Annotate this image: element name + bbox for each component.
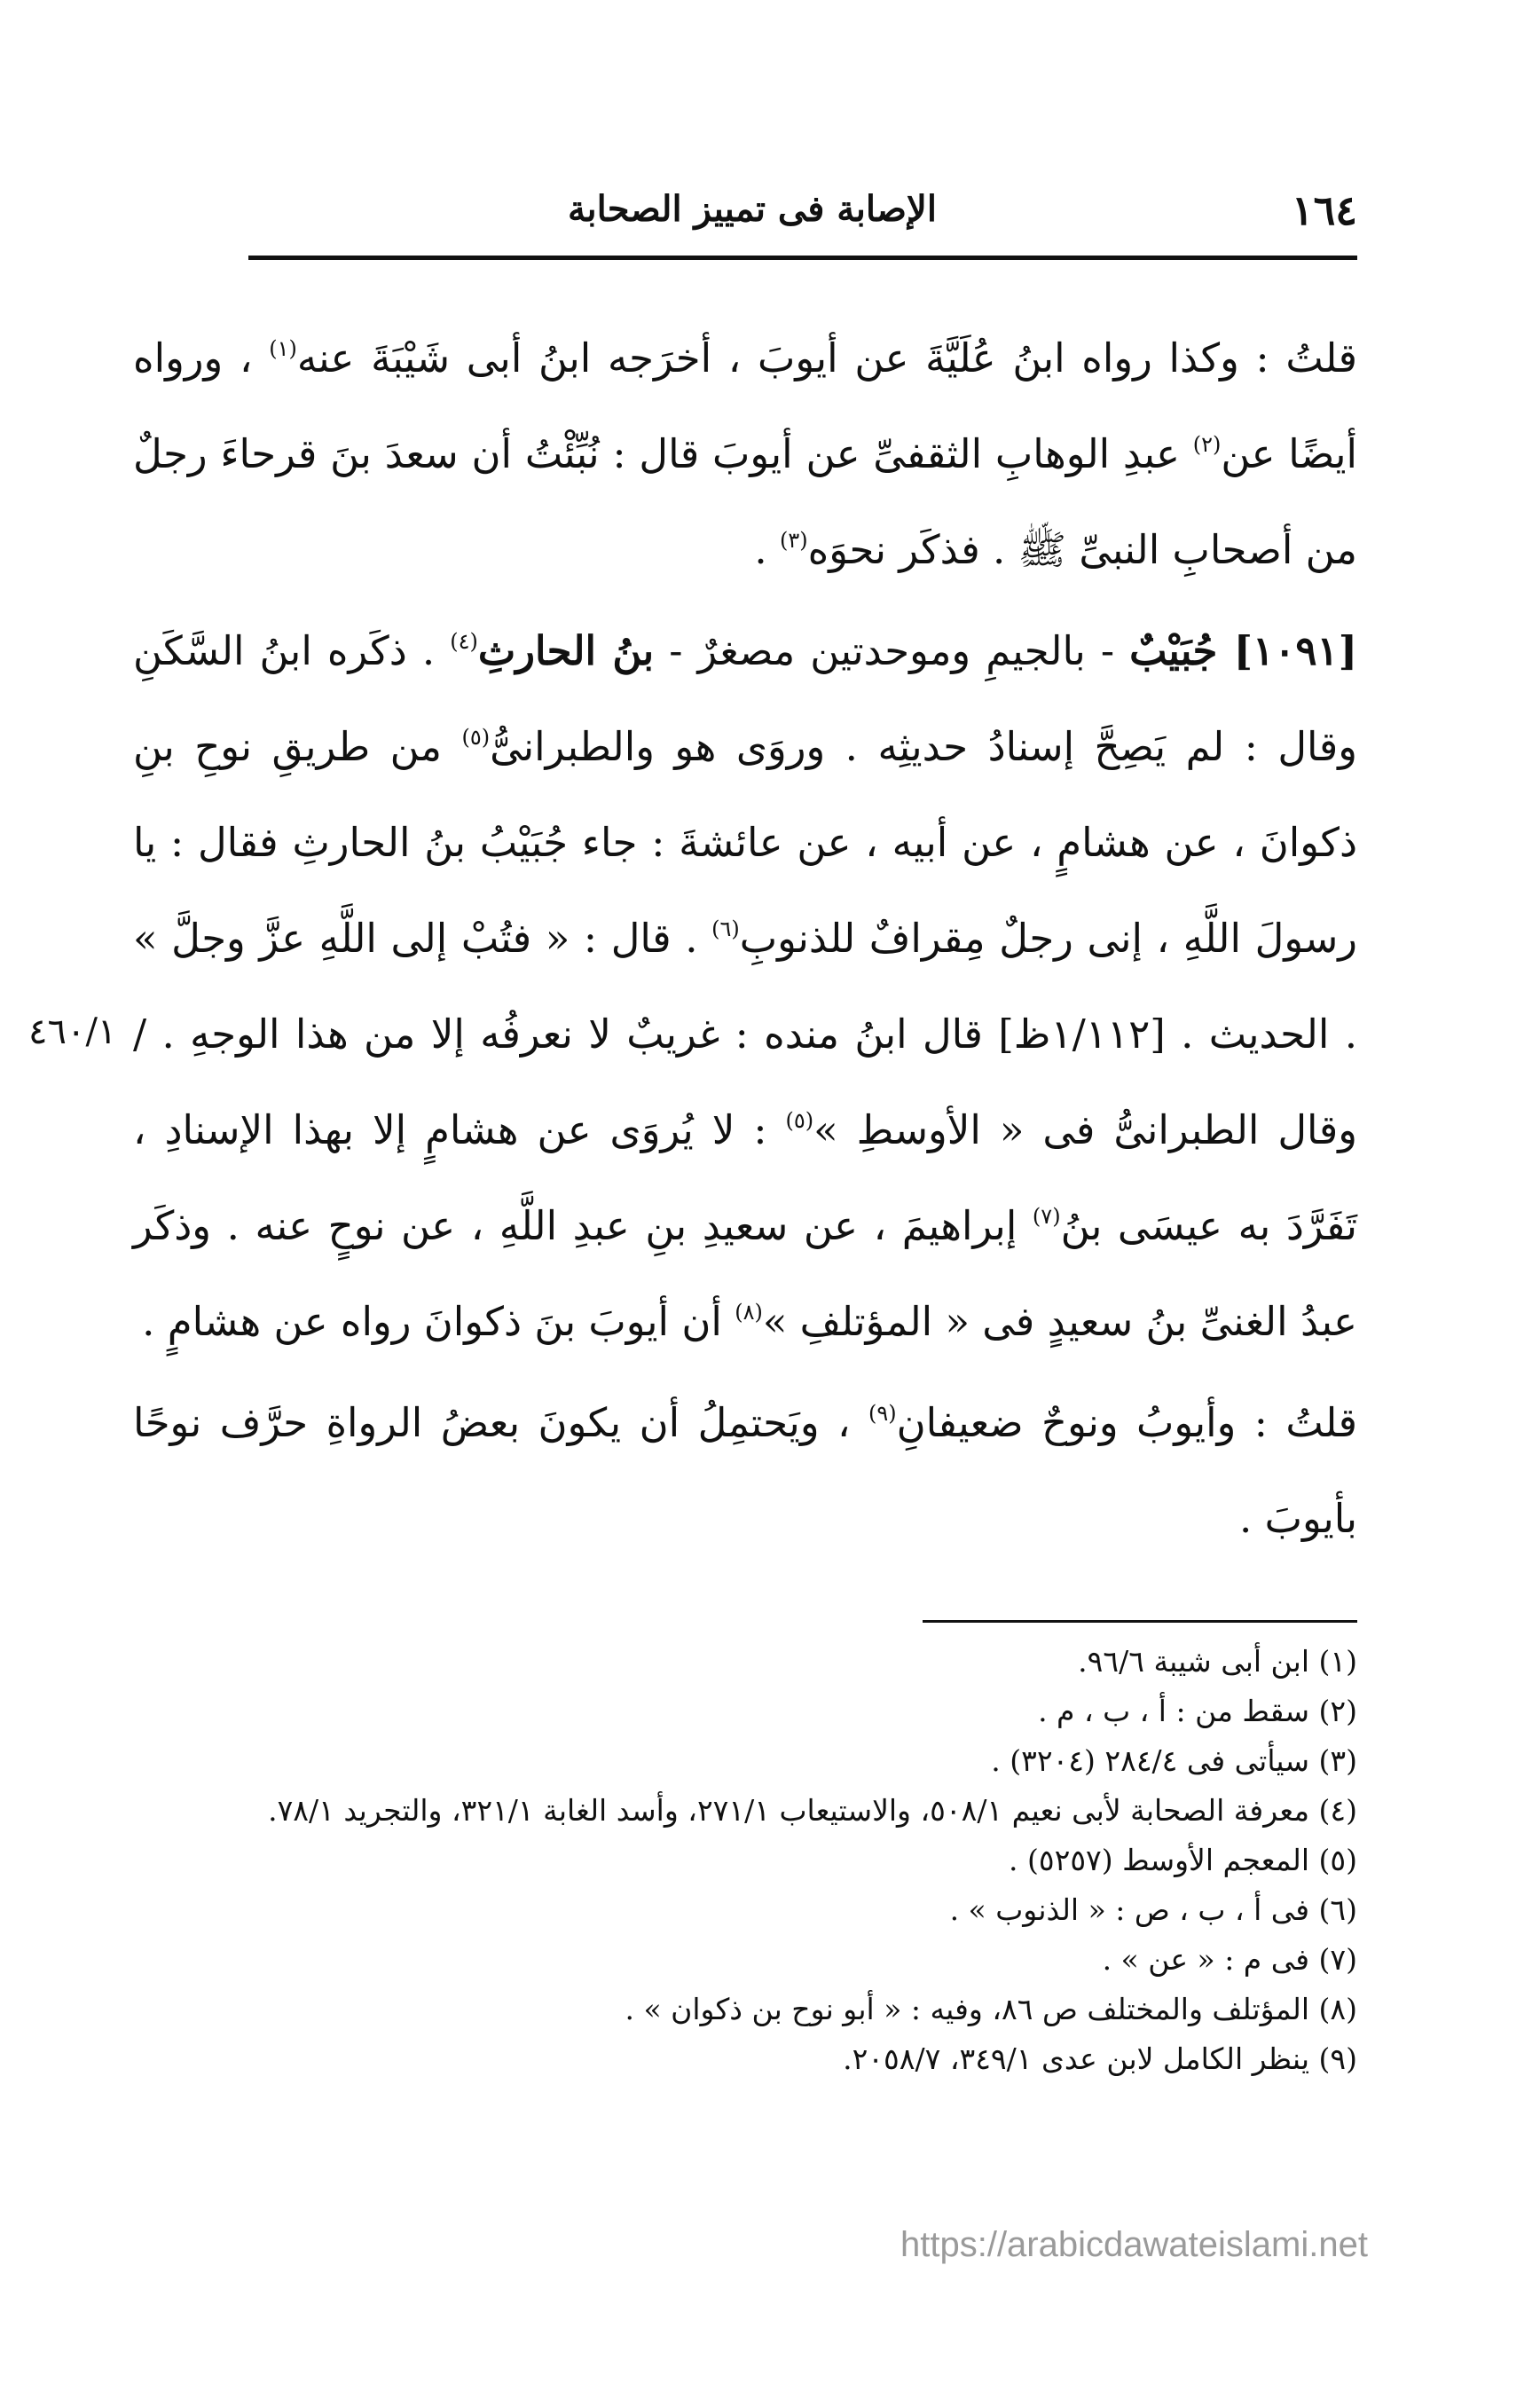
footnote-separator [923,1620,1357,1623]
text-segment: أن أيوبَ بنَ ذكوانَ رواه عن هشامٍ . [142,1298,735,1345]
running-title: الإصابة فى تمييز الصحابة [568,188,937,230]
footnote-item: (٥) المعجم الأوسط (٥٢٥٧) . [1009,1843,1357,1877]
page-header [248,177,1357,248]
text-segment: عبدِ الوهابِ الثقفىِّ عن أيوبَ قال : نُبِّئْتُ أن سعدَ بنَ قرحاءَ رجلٌ من أصحابِ النبىِّ ﷺ . فذكَر نحوَه [133,430,1357,573]
footnote-item: (٧) فى م : « عن » . [1102,1942,1357,1977]
footnote-ref: (٣) [780,528,808,553]
entry-name: جُبَيْبٌ [1129,627,1234,674]
text-segment: ، ويَحتمِلُ أن يكونَ بعضُ الرواةِ حرَّف نوحًا بأيوبَ . [133,1399,1357,1542]
entry-number: [١٠٩١] [1233,627,1357,674]
footnote-ref: (٥) [461,725,491,750]
footnote-ref: (٥) [785,1108,814,1133]
paragraph-2-entry [133,603,1357,1370]
text-segment: ، ورواه أيضًا عن [133,334,1358,477]
footnote-item: (٢) سقط من : أ ، ب ، م . [1038,1694,1357,1728]
text-segment: . ذكَره ابنُ السَّكَنِ وقال : لم يَصِحَّ إسنادُ حديثِه . وروَى هو والطبرانىُّ [133,627,1357,770]
entry-name-father: بنُ الحارثِ [477,627,655,674]
footnotes [133,1637,1357,2084]
footnote-ref: (٨) [735,1300,763,1325]
text-segment: من طريقِ نوحِ بنِ ذكوانَ ، عن هشامٍ ، عن أبيه ، عن عائشةَ : جاء جُبَيْبُ بنُ الحارثِ فقال : يا رسولَ اللَّهِ ، إنى رجلٌ مِقرافٌ للذنوبِ [133,723,1358,962]
footnote-item: (٨) المؤتلف والمختلف ص ٨٦، وفيه : « أبو نوح بن ذكوان » . [625,1992,1357,2026]
footnote-item: (١) ابن أبى شيبة ٩٦/٦. [1078,1644,1357,1679]
footnote-item: (٤) معرفة الصحابة لأبى نعيم ٥٠٨/١، والاستيعاب ٢٧١/١، وأسد الغابة ٣٢١/١، والتجريد ٧٨/١. [268,1793,1357,1828]
footnote-ref: (١) [269,336,297,361]
text-segment: - بالجيمِ وموحدتين مصغرٌ - [654,627,1130,674]
text-segment: قلتُ : وكذا رواه ابنُ عُلَيَّةَ عن أيوبَ ، أخرَجه ابنُ أبى شَيْبَةَ عنه [296,334,1357,381]
page-number: ١٦٤ [1291,186,1357,234]
text-segment: إبراهيمَ ، عن سعيدِ بنِ عبدِ اللَّهِ ، عن نوحٍ عنه . وذكَر عبدُ الغنىِّ بنُ سعيدٍ فى « المؤتلفِ » [133,1202,1357,1345]
footnote-ref: (٧) [1032,1204,1061,1229]
header-rule [248,256,1357,260]
footnote-item: (٦) فى أ ، ب ، ص : « الذنوب » . [949,1892,1357,1927]
footnote-item: (٣) سيأتى فى ٢٨٤/٤ (٣٢٠٤) . [991,1743,1357,1778]
footnote-ref: (٤) [450,629,478,654]
text-segment: . [754,526,781,573]
footnote-ref: (٦) [711,916,740,941]
footnote-item: (٩) ينظر الكامل لابن عدى ٣٤٩/١، ٢٠٥٨/٧. [843,2041,1357,2076]
text-segment: . قال : « فتُبْ إلى اللَّهِ عزَّ وجلَّ » . الحديث . [١/١١٢ظ] قال ابنُ منده : غريبٌ لا نعرفُه إلا من هذا الوجهِ . /وقال الطبرانىُّ فى « الأوسطِ » [133,915,1357,1153]
footnote-ref: (٢) [1192,432,1222,457]
footnote-ref: (٩) [868,1401,897,1426]
text-segment: قلتُ : وأيوبُ ونوحٌ ضعيفانِ [896,1399,1357,1446]
main-text [133,311,1357,1567]
paragraph-3 [133,1375,1357,1567]
margin-page-reference: ٤٦٠/١ [28,1011,117,1052]
watermark-url: https://arabicdawateislami.net [900,2225,1368,2264]
text-segment: : لا يُروَى عن هشامٍ إلا بهذا الإسنادِ ، تَفَرَّدَ به عيسَى بنُ [133,1106,1357,1249]
paragraph-1 [133,311,1357,598]
